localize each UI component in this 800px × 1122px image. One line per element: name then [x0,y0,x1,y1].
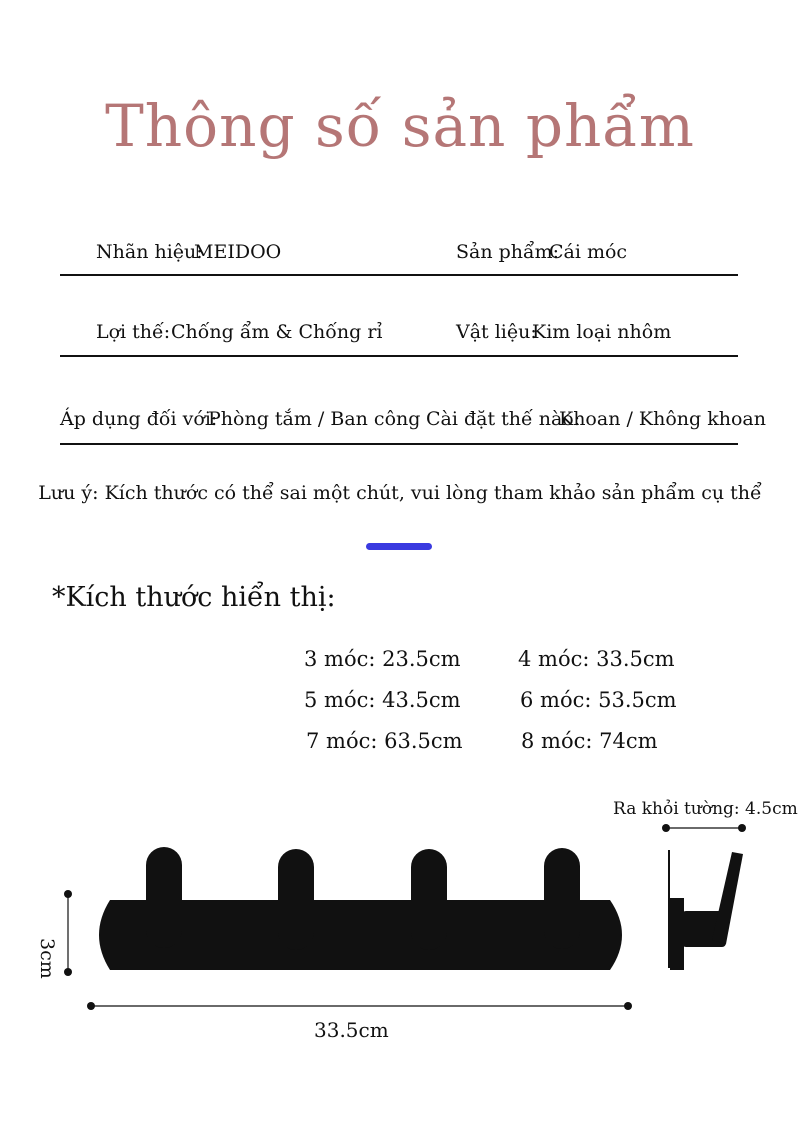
install-value: Khoan / Không khoan [559,408,766,430]
side-plate [670,898,684,970]
material-label: Vật liệu: [456,321,537,343]
material-value: Kim loại nhôm [532,321,672,343]
product-value: Cái móc [549,241,628,263]
dimension-dot [738,824,746,832]
dimensions-title: *Kích thước hiển thị: [52,582,336,613]
depth-label: Ra khỏi tường: 4.5cm [613,799,798,819]
advantage-label: Lợi thế: [96,321,171,343]
size-item: 3 móc: 23.5cm [304,647,461,671]
size-item: 8 móc: 74cm [521,729,658,753]
dimension-dot [64,890,72,898]
hook [146,847,182,948]
apply-value: Phòng tắm / Ban công [208,408,421,430]
dimension-dot [64,968,72,976]
note-text: Lưu ý: Kích thước có thể sai một chút, vui lòng tham khảo sản phẩm cụ thể [38,482,762,504]
apply-label: Áp dụng đối với: [60,408,218,430]
side-hook [712,852,743,944]
dimension-dot [662,824,670,832]
advantage-value: Chống ẩm & Chống rỉ [171,321,383,343]
page-title: Thông số sản phẩm [105,92,695,160]
width-label: 33.5cm [314,1018,389,1042]
dimension-dot [624,1002,632,1010]
hook [544,848,580,949]
hook-rack-diagram [0,780,800,1080]
divider [60,274,738,276]
divider [60,355,738,357]
size-item: 7 móc: 63.5cm [306,729,463,753]
hook [411,849,447,950]
divider [60,443,738,445]
size-item: 6 móc: 53.5cm [520,688,677,712]
height-label: 3cm [36,938,58,979]
size-item: 4 móc: 33.5cm [518,647,675,671]
product-label: Sản phẩm: [456,241,560,263]
size-item: 5 móc: 43.5cm [304,688,461,712]
accent-bar [366,543,432,550]
dimension-dot [87,1002,95,1010]
hook [278,849,314,950]
brand-label: Nhãn hiệu: [96,241,203,263]
brand-value: MEIDOO [194,241,282,263]
install-label: Cài đặt thế nào: [426,408,581,430]
